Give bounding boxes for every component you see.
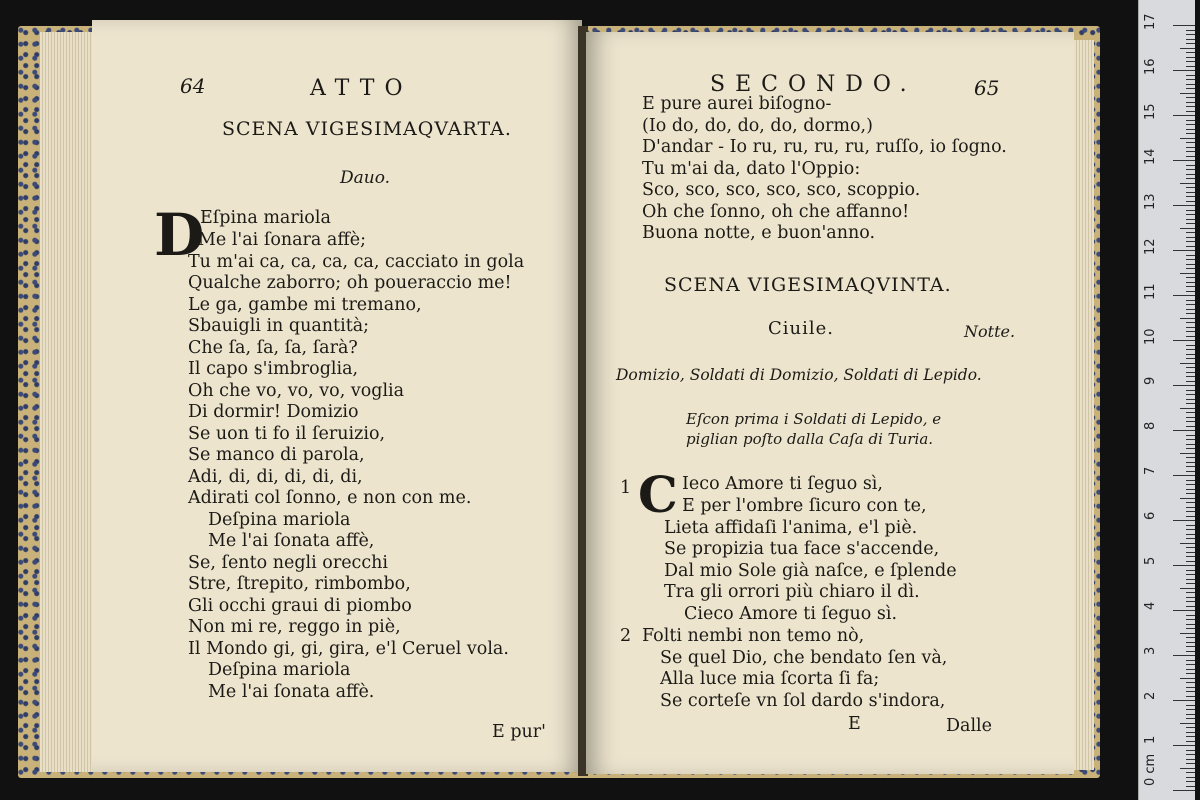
ruler-tick [1186, 642, 1195, 643]
verse-line: Tra gli orrori più chiaro il dì. [664, 582, 920, 602]
verse-line: Tu m'ai ca, ca, ca, ca, cacciato in gola [188, 251, 525, 272]
ruler-tick [1186, 61, 1195, 62]
ruler-tick [1186, 741, 1195, 742]
ruler-label: 4 [1143, 601, 1158, 610]
ruler-label: 0 cm [1143, 753, 1158, 786]
ruler-tick [1186, 97, 1195, 98]
ruler-label: 17 [1143, 13, 1158, 30]
ruler-tick [1186, 43, 1195, 44]
right-scene-title: SCENA VIGESIMAQVINTA. [664, 274, 952, 296]
ruler-tick [1186, 412, 1195, 413]
ruler-tick [1180, 273, 1195, 274]
ruler-tick [1186, 255, 1195, 256]
ruler-tick [1186, 133, 1195, 134]
ruler-tick [1186, 304, 1195, 305]
page-edges-right [1074, 40, 1094, 770]
ruler-tick [1186, 187, 1195, 188]
ruler-tick [1186, 151, 1195, 152]
verse-line: Oh che vo, vo, vo, voglia [188, 380, 405, 401]
ruler-label: 15 [1143, 103, 1158, 120]
ruler-tick [1186, 574, 1195, 575]
scene-time: Notte. [964, 322, 1016, 341]
ruler-tick [1186, 426, 1195, 427]
ruler-label: 12 [1143, 238, 1158, 255]
verse-line: D'andar - Io ru, ru, ru, ru, ruſſo, io ſogno. [642, 137, 1007, 157]
ruler-tick [1186, 169, 1195, 170]
ruler-tick [1186, 781, 1195, 782]
ruler-tick [1186, 444, 1195, 445]
verse-line: Se manco di parola, [188, 445, 365, 465]
ruler-tick [1186, 259, 1195, 260]
ruler-label: 6 [1143, 511, 1158, 520]
verse-line: Me l'ai ſonata affè. [208, 681, 375, 702]
ruler-tick [1186, 327, 1195, 328]
ruler-tick [1180, 768, 1195, 769]
ruler-tick [1186, 489, 1195, 490]
ruler-tick [1180, 183, 1195, 184]
ruler-tick [1180, 498, 1195, 499]
ruler-tick [1186, 282, 1195, 283]
ruler-tick [1186, 637, 1195, 638]
stanza-1-block [664, 496, 957, 625]
ruler-tick [1186, 241, 1195, 242]
ruler-tick [1186, 493, 1195, 494]
ruler-label: 16 [1143, 58, 1158, 75]
ruler-tick [1186, 502, 1195, 503]
ruler-tick [1186, 277, 1195, 278]
ruler-label: 7 [1143, 466, 1158, 475]
ruler-tick [1173, 430, 1195, 431]
ruler-tick [1186, 237, 1195, 238]
ruler-tick [1186, 345, 1195, 346]
ruler-tick [1173, 790, 1195, 791]
verse-line: Dal mio Sole già naſce, e ſplende [664, 560, 957, 581]
ruler-tick [1186, 718, 1195, 719]
ruler-tick [1186, 556, 1195, 557]
ruler-tick [1186, 309, 1195, 310]
stanza-2-number: 2 [620, 626, 632, 646]
right-top-verse [642, 94, 1007, 245]
ruler-tick [1186, 786, 1195, 787]
scene-setting: Ciuile. [768, 318, 835, 339]
ruler-tick [1186, 372, 1195, 373]
ruler-tick [1186, 619, 1195, 620]
ruler-tick [1180, 723, 1195, 724]
ruler-tick [1186, 381, 1195, 382]
ruler-tick [1186, 331, 1195, 332]
ruler-label: 11 [1143, 283, 1158, 300]
ruler-tick [1186, 52, 1195, 53]
right-first-line: Ieco Amore ti ſeguo sì, [682, 474, 883, 494]
ruler-tick [1186, 651, 1195, 652]
ruler-tick [1186, 390, 1195, 391]
ruler-tick [1186, 597, 1195, 598]
ruler-tick [1186, 214, 1195, 215]
ruler-tick [1186, 439, 1195, 440]
ruler-tick [1186, 516, 1195, 517]
ruler-tick [1180, 678, 1195, 679]
ruler-tick [1186, 210, 1195, 211]
ruler-tick [1186, 142, 1195, 143]
ruler-tick [1186, 732, 1195, 733]
ruler-tick [1180, 408, 1195, 409]
ruler-tick [1186, 682, 1195, 683]
verse-line: Di dormir! Domizio [188, 402, 359, 422]
ruler-tick [1186, 156, 1195, 157]
ruler-tick [1186, 705, 1195, 706]
verse-line: Adi, di, di, di, di, di, [188, 466, 363, 487]
ruler-tick [1186, 583, 1195, 584]
ruler-tick [1186, 349, 1195, 350]
ruler-label: 2 [1143, 691, 1158, 700]
verse-line: Se, ſento negli orecchi [188, 552, 389, 573]
left-verse-block [188, 230, 525, 703]
right-drop-cap: C [638, 465, 678, 524]
ruler-tick [1186, 403, 1195, 404]
ruler-tick [1186, 511, 1195, 512]
ruler-tick [1186, 421, 1195, 422]
verse-line: Se corteſe vn ſol dardo s'indora, [660, 690, 946, 711]
ruler-tick [1186, 102, 1195, 103]
ruler-tick [1186, 763, 1195, 764]
ruler-tick [1186, 223, 1195, 224]
ruler-tick [1186, 201, 1195, 202]
ruler-tick [1186, 313, 1195, 314]
verse-line: Se uon ti fo il ſeruizio, [188, 423, 386, 444]
verse-line: Sbauigli in quantità; [188, 316, 370, 336]
ruler-tick [1173, 25, 1195, 26]
ruler-tick [1180, 48, 1195, 49]
ruler-tick [1186, 471, 1195, 472]
verse-line: Le ga, gambe mi tremano, [188, 294, 422, 315]
verse-line: Il Mondo gi, gi, gira, e'l Ceruel vola. [188, 638, 509, 659]
verse-line: Me l'ai ſonara affè; [198, 230, 367, 250]
ruler-tick [1186, 673, 1195, 674]
verse-line: Se quel Dio, che bendato ſen và, [660, 647, 948, 668]
ruler-tick [1186, 147, 1195, 148]
ruler-tick [1186, 525, 1195, 526]
ruler-tick [1186, 687, 1195, 688]
ruler-tick [1186, 124, 1195, 125]
ruler-tick [1180, 588, 1195, 589]
ruler-label: 13 [1143, 193, 1158, 210]
ruler-tick [1186, 664, 1195, 665]
verse-line: Sco, sco, sco, sco, sco, scoppio. [642, 180, 921, 200]
ruler-tick [1186, 480, 1195, 481]
ruler-tick [1173, 160, 1195, 161]
verse-line: Deſpina mariola [208, 660, 351, 680]
verse-line: Cieco Amore ti ſeguo sì. [684, 603, 898, 624]
left-first-line: Eſpina mariola [200, 208, 331, 228]
stage-direction-2: piglian poſto dalla Caſa di Turia. [686, 430, 934, 448]
ruler-tick [1173, 700, 1195, 701]
ruler-tick [1186, 669, 1195, 670]
ruler-tick [1173, 745, 1195, 746]
ruler-tick [1186, 57, 1195, 58]
ruler-tick [1186, 165, 1195, 166]
ruler-tick [1186, 754, 1195, 755]
ruler-tick [1186, 174, 1195, 175]
ruler-tick [1173, 250, 1195, 251]
ruler-tick [1186, 219, 1195, 220]
ruler-tick [1186, 579, 1195, 580]
ruler-tick [1186, 777, 1195, 778]
ruler-tick [1180, 453, 1195, 454]
ruler-tick [1173, 115, 1195, 116]
ruler-tick [1180, 138, 1195, 139]
ruler-tick [1186, 484, 1195, 485]
verse-line: E pure aurei biſogno- [642, 94, 832, 114]
signature-mark: E [848, 714, 861, 734]
ruler-tick [1186, 246, 1195, 247]
scene-characters: Domizio, Soldati di Domizio, Soldati di Lepido. [616, 366, 982, 384]
ruler-tick [1186, 291, 1195, 292]
ruler-tick [1186, 552, 1195, 553]
ruler-tick [1186, 709, 1195, 710]
left-scene-title: SCENA VIGESIMAQVARTA. [222, 118, 512, 140]
ruler-tick [1186, 570, 1195, 571]
verse-line: Folti nembi non temo nò, [642, 626, 865, 646]
ruler-tick [1186, 615, 1195, 616]
ruler-tick [1186, 367, 1195, 368]
ruler-tick [1186, 727, 1195, 728]
ruler-tick [1180, 228, 1195, 229]
ruler-tick [1186, 129, 1195, 130]
ruler-tick [1173, 295, 1195, 296]
verse-line: Gli occhi graui di piombo [188, 595, 412, 616]
ruler-tick [1180, 633, 1195, 634]
ruler-tick [1186, 660, 1195, 661]
ruler-tick [1186, 750, 1195, 751]
verse-line: Stre, ſtrepito, rimbombo, [188, 574, 411, 594]
ruler-label: 5 [1143, 556, 1158, 565]
ruler-tick [1186, 624, 1195, 625]
measuring-ruler [1138, 0, 1195, 800]
verse-line: Se propizia tua face s'accende, [664, 539, 940, 559]
verse-line: Buona notte, e buon'anno. [642, 223, 876, 243]
verse-line: E per l'ombre ſicuro con te, [682, 496, 927, 516]
ruler-tick [1186, 457, 1195, 458]
ruler-tick [1180, 543, 1195, 544]
ruler-tick [1186, 376, 1195, 377]
verse-line: Adirati col ſonno, e non con me. [188, 488, 472, 508]
ruler-tick [1186, 120, 1195, 121]
ruler-tick [1186, 84, 1195, 85]
stanza-1-number: 1 [620, 478, 632, 498]
ruler-tick [1186, 534, 1195, 535]
ruler-tick [1186, 601, 1195, 602]
right-running-head: SECONDO. [710, 72, 917, 97]
right-page [586, 32, 1074, 774]
ruler-label: 10 [1143, 328, 1158, 345]
ruler-tick [1173, 475, 1195, 476]
ruler-label: 3 [1143, 646, 1158, 655]
ruler-tick [1186, 628, 1195, 629]
ruler-tick [1186, 462, 1195, 463]
ruler-tick [1186, 30, 1195, 31]
ruler-tick [1186, 354, 1195, 355]
verse-line: Tu m'ai da, dato l'Oppio: [642, 158, 861, 179]
ruler-tick [1186, 358, 1195, 359]
ruler-tick [1186, 646, 1195, 647]
ruler-label: 9 [1143, 376, 1158, 385]
ruler-tick [1186, 736, 1195, 737]
verse-line: Me l'ai ſonata affè, [208, 531, 375, 551]
ruler-tick [1186, 394, 1195, 395]
left-drop-cap: D [154, 201, 205, 269]
ruler-tick [1186, 336, 1195, 337]
left-running-head: ATTO [310, 76, 413, 101]
ruler-tick [1186, 192, 1195, 193]
ruler-tick [1180, 318, 1195, 319]
ruler-tick [1186, 696, 1195, 697]
ruler-tick [1173, 655, 1195, 656]
stanza-2-block [642, 626, 947, 712]
right-page-number: 65 [974, 76, 1000, 100]
ruler-tick [1186, 111, 1195, 112]
verse-line: (Io do, do, do, do, dormo,) [642, 115, 873, 136]
ruler-tick [1186, 34, 1195, 35]
ruler-tick [1173, 205, 1195, 206]
ruler-tick [1186, 300, 1195, 301]
verse-line: Il capo s'imbroglia, [188, 359, 359, 379]
verse-line: Oh che ſonno, oh che affanno! [642, 201, 910, 222]
ruler-tick [1180, 363, 1195, 364]
verse-line: Lieta affidaſi l'anima, e'l piè. [664, 517, 918, 538]
ruler-label: 8 [1143, 421, 1158, 430]
ruler-tick [1186, 322, 1195, 323]
ruler-label: 14 [1143, 148, 1158, 165]
verse-line: Che ſa, ſa, ſa, ſarà? [188, 337, 358, 358]
verse-line: Qualche zaborro; oh poueraccio me! [188, 273, 512, 293]
left-page-number: 64 [180, 74, 206, 98]
ruler-tick [1186, 435, 1195, 436]
ruler-tick [1186, 264, 1195, 265]
ruler-tick [1186, 466, 1195, 467]
verse-line: Alla luce mia ſcorta ſi fa; [660, 669, 880, 689]
ruler-tick [1173, 610, 1195, 611]
ruler-tick [1186, 448, 1195, 449]
left-catchword: E pur' [492, 722, 546, 742]
ruler-tick [1186, 75, 1195, 76]
ruler-tick [1186, 232, 1195, 233]
ruler-tick [1173, 565, 1195, 566]
ruler-tick [1186, 507, 1195, 508]
ruler-tick [1173, 385, 1195, 386]
right-catchword: Dalle [946, 716, 993, 736]
ruler-tick [1186, 178, 1195, 179]
ruler-tick [1186, 286, 1195, 287]
ruler-tick [1186, 88, 1195, 89]
ruler-tick [1186, 66, 1195, 67]
character-name: Dauo. [340, 168, 391, 188]
verse-line: Deſpina mariola [208, 509, 351, 530]
ruler-tick [1186, 714, 1195, 715]
ruler-tick [1186, 547, 1195, 548]
ruler-label: 1 [1143, 735, 1158, 744]
ruler-tick [1186, 417, 1195, 418]
ruler-tick [1186, 196, 1195, 197]
stage-direction-1: Eſcon prima i Soldati di Lepido, e [686, 410, 942, 428]
ruler-tick [1186, 106, 1195, 107]
ruler-tick [1180, 93, 1195, 94]
ruler-tick [1186, 399, 1195, 400]
ruler-tick [1186, 538, 1195, 539]
ruler-tick [1186, 759, 1195, 760]
ruler-tick [1186, 79, 1195, 80]
ruler-tick [1186, 268, 1195, 269]
ruler-tick [1186, 39, 1195, 40]
ruler-tick [1186, 772, 1195, 773]
ruler-tick [1186, 529, 1195, 530]
left-page [92, 20, 582, 772]
ruler-tick [1173, 340, 1195, 341]
ruler-tick [1186, 691, 1195, 692]
ruler-tick [1173, 70, 1195, 71]
ruler-tick [1173, 520, 1195, 521]
verse-line: Non mi re, reggo in piè, [188, 617, 401, 637]
ruler-tick [1186, 606, 1195, 607]
ruler-tick [1186, 592, 1195, 593]
ruler-tick [1186, 561, 1195, 562]
